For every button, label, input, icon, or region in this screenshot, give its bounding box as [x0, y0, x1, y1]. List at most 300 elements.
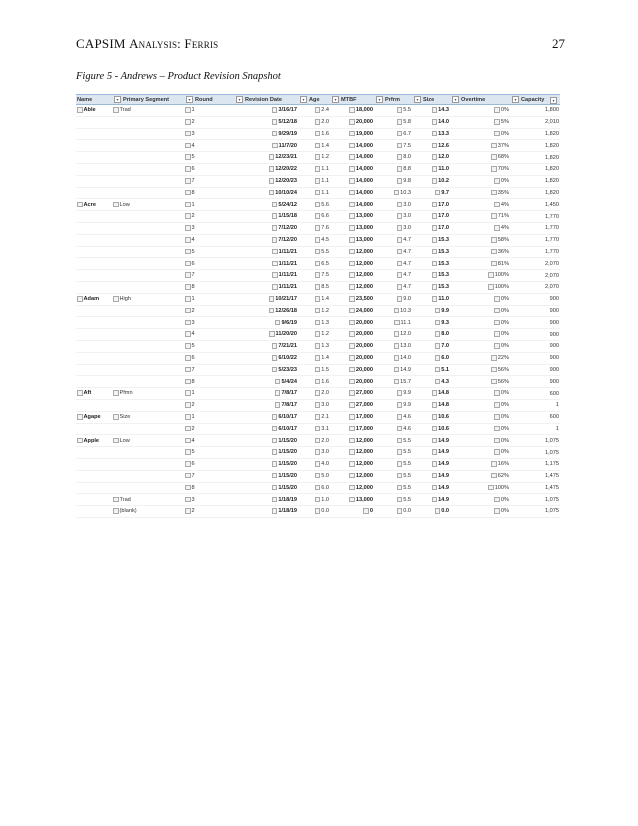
expand-collapse-icon[interactable] — [394, 320, 400, 326]
expand-collapse-icon[interactable] — [185, 213, 191, 219]
expand-collapse-icon[interactable] — [113, 202, 119, 208]
expand-collapse-icon[interactable] — [349, 249, 355, 255]
expand-collapse-icon[interactable] — [185, 261, 191, 267]
expand-collapse-icon[interactable] — [494, 438, 500, 444]
expand-collapse-icon[interactable] — [185, 143, 191, 149]
expand-collapse-icon[interactable] — [315, 390, 321, 396]
expand-collapse-icon[interactable] — [397, 296, 403, 302]
expand-collapse-icon[interactable] — [315, 473, 321, 479]
expand-collapse-icon[interactable] — [315, 343, 321, 349]
expand-collapse-icon[interactable] — [272, 284, 278, 290]
column-header-mtbf — [330, 95, 374, 105]
expand-collapse-icon[interactable] — [397, 202, 403, 208]
expand-collapse-icon[interactable] — [397, 438, 403, 444]
expand-collapse-icon[interactable] — [185, 272, 191, 278]
table-cell-name — [76, 211, 112, 223]
expand-collapse-icon[interactable] — [432, 119, 438, 125]
expand-collapse-icon[interactable] — [432, 154, 438, 160]
expand-collapse-icon[interactable] — [315, 119, 321, 125]
expand-collapse-icon[interactable] — [185, 308, 191, 314]
expand-collapse-icon[interactable] — [397, 154, 403, 160]
filter-dropdown-icon[interactable]: ▾ — [236, 96, 243, 103]
expand-collapse-icon[interactable] — [491, 190, 497, 196]
table-row — [76, 222, 560, 234]
expand-collapse-icon[interactable] — [363, 508, 369, 514]
expand-collapse-icon[interactable] — [185, 320, 191, 326]
expand-collapse-icon[interactable] — [432, 497, 438, 503]
expand-collapse-icon[interactable] — [315, 508, 321, 514]
expand-collapse-icon[interactable] — [275, 402, 281, 408]
cell-value: 12/26/18 — [275, 308, 297, 315]
cell-value: 11/20/20 — [275, 331, 297, 338]
expand-collapse-icon[interactable] — [349, 461, 355, 467]
expand-collapse-icon[interactable] — [315, 296, 321, 302]
expand-collapse-icon[interactable] — [494, 225, 500, 231]
expand-collapse-icon[interactable] — [185, 331, 191, 337]
expand-collapse-icon[interactable] — [185, 367, 191, 373]
expand-collapse-icon[interactable] — [349, 438, 355, 444]
table-cell-revision-date — [234, 140, 298, 152]
cell-value: 1.2 — [321, 154, 329, 161]
expand-collapse-icon[interactable] — [185, 402, 191, 408]
expand-collapse-icon[interactable] — [397, 166, 403, 172]
expand-collapse-icon[interactable] — [272, 107, 278, 113]
table-cell-name — [76, 246, 112, 258]
expand-collapse-icon[interactable] — [432, 166, 438, 172]
expand-collapse-icon[interactable] — [77, 414, 83, 420]
expand-collapse-icon[interactable] — [349, 166, 355, 172]
expand-collapse-icon[interactable] — [315, 331, 321, 337]
expand-collapse-icon[interactable] — [397, 426, 403, 432]
expand-collapse-icon[interactable] — [432, 213, 438, 219]
expand-collapse-icon[interactable] — [397, 178, 403, 184]
expand-collapse-icon[interactable] — [315, 131, 321, 137]
expand-collapse-icon[interactable] — [185, 473, 191, 479]
expand-collapse-icon[interactable] — [349, 308, 355, 314]
expand-collapse-icon[interactable] — [349, 449, 355, 455]
expand-collapse-icon[interactable] — [435, 379, 441, 385]
expand-collapse-icon[interactable] — [315, 261, 321, 267]
expand-collapse-icon[interactable] — [315, 143, 321, 149]
expand-collapse-icon[interactable] — [113, 508, 119, 514]
expand-collapse-icon[interactable] — [77, 202, 83, 208]
expand-collapse-icon[interactable] — [397, 107, 403, 113]
expand-collapse-icon[interactable] — [349, 402, 355, 408]
expand-collapse-icon[interactable] — [185, 154, 191, 160]
page-number: 27 — [552, 36, 565, 51]
expand-collapse-icon[interactable] — [315, 237, 321, 243]
cell-value: 4 — [191, 142, 195, 149]
expand-collapse-icon[interactable] — [349, 473, 355, 479]
expand-collapse-icon[interactable] — [349, 237, 355, 243]
expand-collapse-icon[interactable] — [494, 308, 500, 314]
expand-collapse-icon[interactable] — [185, 414, 191, 420]
expand-collapse-icon[interactable] — [394, 367, 400, 373]
expand-collapse-icon[interactable] — [494, 320, 500, 326]
expand-collapse-icon[interactable] — [272, 143, 278, 149]
expand-collapse-icon[interactable] — [185, 485, 191, 491]
expand-collapse-icon[interactable] — [488, 284, 494, 290]
expand-collapse-icon[interactable] — [272, 485, 278, 491]
expand-collapse-icon[interactable] — [432, 202, 438, 208]
expand-collapse-icon[interactable] — [494, 296, 500, 302]
expand-collapse-icon[interactable] — [349, 261, 355, 267]
expand-collapse-icon[interactable] — [269, 296, 275, 302]
expand-collapse-icon[interactable] — [185, 237, 191, 243]
expand-collapse-icon[interactable] — [432, 296, 438, 302]
expand-collapse-icon[interactable] — [397, 225, 403, 231]
expand-collapse-icon[interactable] — [397, 213, 403, 219]
expand-collapse-icon[interactable] — [272, 261, 278, 267]
expand-collapse-icon[interactable] — [349, 272, 355, 278]
expand-collapse-icon[interactable] — [349, 390, 355, 396]
expand-collapse-icon[interactable] — [494, 449, 500, 455]
expand-collapse-icon[interactable] — [432, 473, 438, 479]
expand-collapse-icon[interactable] — [432, 461, 438, 467]
expand-collapse-icon[interactable] — [435, 367, 441, 373]
expand-collapse-icon[interactable] — [315, 202, 321, 208]
expand-collapse-icon[interactable] — [349, 119, 355, 125]
expand-collapse-icon[interactable] — [349, 107, 355, 113]
expand-collapse-icon[interactable] — [397, 249, 403, 255]
expand-collapse-icon[interactable] — [435, 343, 441, 349]
expand-collapse-icon[interactable] — [394, 355, 400, 361]
expand-collapse-icon[interactable] — [185, 296, 191, 302]
table-cell-prfrm — [374, 423, 412, 435]
expand-collapse-icon[interactable] — [491, 249, 497, 255]
expand-collapse-icon[interactable] — [315, 213, 321, 219]
expand-collapse-icon[interactable] — [491, 379, 497, 385]
expand-collapse-icon[interactable] — [397, 272, 403, 278]
expand-collapse-icon[interactable] — [397, 414, 403, 420]
expand-collapse-icon[interactable] — [349, 426, 355, 432]
expand-collapse-icon[interactable] — [185, 426, 191, 432]
expand-collapse-icon[interactable] — [269, 190, 275, 196]
cell-value: 7/21/21 — [278, 343, 297, 350]
expand-collapse-icon[interactable] — [315, 367, 321, 373]
expand-collapse-icon[interactable] — [491, 166, 497, 172]
expand-collapse-icon[interactable] — [269, 154, 275, 160]
expand-collapse-icon[interactable] — [185, 379, 191, 385]
expand-collapse-icon[interactable] — [494, 107, 500, 113]
expand-collapse-icon[interactable] — [315, 497, 321, 503]
expand-collapse-icon[interactable] — [494, 343, 500, 349]
expand-collapse-icon[interactable] — [435, 355, 441, 361]
expand-collapse-icon[interactable] — [272, 202, 278, 208]
expand-collapse-icon[interactable] — [185, 343, 191, 349]
expand-collapse-icon[interactable] — [185, 390, 191, 396]
cell-value: 12,000 — [355, 437, 373, 444]
expand-collapse-icon[interactable] — [397, 284, 403, 290]
expand-collapse-icon[interactable] — [269, 308, 275, 314]
expand-collapse-icon[interactable] — [349, 178, 355, 184]
expand-collapse-icon[interactable] — [272, 213, 278, 219]
expand-collapse-icon[interactable] — [185, 190, 191, 196]
expand-collapse-icon[interactable] — [435, 508, 441, 514]
expand-collapse-icon[interactable] — [315, 402, 321, 408]
expand-collapse-icon[interactable] — [432, 402, 438, 408]
expand-collapse-icon[interactable] — [435, 320, 441, 326]
expand-collapse-icon[interactable] — [349, 154, 355, 160]
expand-collapse-icon[interactable] — [185, 438, 191, 444]
expand-collapse-icon[interactable] — [394, 308, 400, 314]
expand-collapse-icon[interactable] — [494, 119, 500, 125]
expand-collapse-icon[interactable] — [494, 390, 500, 396]
expand-collapse-icon[interactable] — [315, 379, 321, 385]
expand-collapse-icon[interactable] — [494, 178, 500, 184]
expand-collapse-icon[interactable] — [349, 296, 355, 302]
expand-collapse-icon[interactable] — [272, 414, 278, 420]
expand-collapse-icon[interactable] — [494, 202, 500, 208]
expand-collapse-icon[interactable] — [272, 438, 278, 444]
expand-collapse-icon[interactable] — [432, 272, 438, 278]
expand-collapse-icon[interactable] — [185, 461, 191, 467]
table-cell-round — [184, 340, 234, 352]
expand-collapse-icon[interactable] — [432, 107, 438, 113]
expand-collapse-icon[interactable] — [315, 461, 321, 467]
expand-collapse-icon[interactable] — [315, 178, 321, 184]
expand-collapse-icon[interactable] — [315, 355, 321, 361]
filter-dropdown-icon[interactable]: ▾ — [300, 96, 307, 103]
expand-collapse-icon[interactable] — [272, 355, 278, 361]
cell-value: 0% — [500, 343, 509, 350]
expand-collapse-icon[interactable] — [432, 143, 438, 149]
expand-collapse-icon[interactable] — [494, 497, 500, 503]
expand-collapse-icon[interactable] — [491, 237, 497, 243]
expand-collapse-icon[interactable] — [315, 414, 321, 420]
expand-collapse-icon[interactable] — [185, 131, 191, 137]
expand-collapse-icon[interactable] — [397, 508, 403, 514]
expand-collapse-icon[interactable] — [315, 225, 321, 231]
filter-dropdown-icon[interactable]: ▾ — [512, 96, 519, 103]
expand-collapse-icon[interactable] — [272, 508, 278, 514]
expand-collapse-icon[interactable] — [77, 296, 83, 302]
expand-collapse-icon[interactable] — [397, 449, 403, 455]
expand-collapse-icon[interactable] — [435, 331, 441, 337]
expand-collapse-icon[interactable] — [494, 414, 500, 420]
expand-collapse-icon[interactable] — [185, 107, 191, 113]
expand-collapse-icon[interactable] — [494, 508, 500, 514]
expand-collapse-icon[interactable] — [349, 379, 355, 385]
expand-collapse-icon[interactable] — [394, 331, 400, 337]
expand-collapse-icon[interactable] — [491, 154, 497, 160]
expand-collapse-icon[interactable] — [77, 438, 83, 444]
expand-collapse-icon[interactable] — [349, 497, 355, 503]
cell-value: 0% — [500, 131, 509, 138]
expand-collapse-icon[interactable] — [349, 225, 355, 231]
expand-collapse-icon[interactable] — [315, 166, 321, 172]
table-cell-overtime — [450, 447, 510, 459]
expand-collapse-icon[interactable] — [315, 249, 321, 255]
cell-value: 7/8/17 — [281, 390, 297, 397]
table-cell-round — [184, 388, 234, 400]
expand-collapse-icon[interactable] — [349, 320, 355, 326]
expand-collapse-icon[interactable] — [275, 390, 281, 396]
expand-collapse-icon[interactable] — [315, 284, 321, 290]
expand-collapse-icon[interactable] — [397, 261, 403, 267]
expand-collapse-icon[interactable] — [315, 485, 321, 491]
expand-collapse-icon[interactable] — [272, 449, 278, 455]
expand-collapse-icon[interactable] — [432, 438, 438, 444]
expand-collapse-icon[interactable] — [349, 213, 355, 219]
expand-collapse-icon[interactable] — [272, 225, 278, 231]
expand-collapse-icon[interactable] — [397, 402, 403, 408]
table-cell-primary-segment — [112, 128, 184, 140]
expand-collapse-icon[interactable] — [432, 178, 438, 184]
expand-collapse-icon[interactable] — [488, 485, 494, 491]
expand-collapse-icon[interactable] — [315, 272, 321, 278]
expand-collapse-icon[interactable] — [185, 449, 191, 455]
filter-dropdown-icon[interactable]: ▾ — [550, 97, 557, 104]
expand-collapse-icon[interactable] — [397, 131, 403, 137]
expand-collapse-icon[interactable] — [397, 119, 403, 125]
expand-collapse-icon[interactable] — [349, 143, 355, 149]
table-cell-mtbf — [330, 364, 374, 376]
expand-collapse-icon[interactable] — [397, 485, 403, 491]
expand-collapse-icon[interactable] — [349, 367, 355, 373]
expand-collapse-icon[interactable] — [432, 249, 438, 255]
expand-collapse-icon[interactable] — [394, 190, 400, 196]
cell-value: 0.0 — [321, 508, 329, 515]
expand-collapse-icon[interactable] — [349, 284, 355, 290]
expand-collapse-icon[interactable] — [397, 390, 403, 396]
expand-collapse-icon[interactable] — [185, 508, 191, 514]
expand-collapse-icon[interactable] — [185, 284, 191, 290]
expand-collapse-icon[interactable] — [315, 320, 321, 326]
expand-collapse-icon[interactable] — [432, 449, 438, 455]
expand-collapse-icon[interactable] — [397, 143, 403, 149]
expand-collapse-icon[interactable] — [315, 426, 321, 432]
expand-collapse-icon[interactable] — [491, 261, 497, 267]
expand-collapse-icon[interactable] — [272, 367, 278, 373]
expand-collapse-icon[interactable] — [113, 497, 119, 503]
expand-collapse-icon[interactable] — [432, 261, 438, 267]
expand-collapse-icon[interactable] — [272, 473, 278, 479]
expand-collapse-icon[interactable] — [349, 202, 355, 208]
expand-collapse-icon[interactable] — [435, 190, 441, 196]
expand-collapse-icon[interactable] — [315, 308, 321, 314]
expand-collapse-icon[interactable] — [488, 272, 494, 278]
expand-collapse-icon[interactable] — [275, 320, 281, 326]
expand-collapse-icon[interactable] — [272, 343, 278, 349]
expand-collapse-icon[interactable] — [275, 379, 281, 385]
expand-collapse-icon[interactable] — [113, 414, 119, 420]
table-cell-primary-segment — [112, 270, 184, 282]
expand-collapse-icon[interactable] — [397, 461, 403, 467]
filter-dropdown-icon[interactable]: ▾ — [332, 96, 339, 103]
expand-collapse-icon[interactable] — [432, 225, 438, 231]
filter-dropdown-icon[interactable]: ▾ — [414, 96, 421, 103]
expand-collapse-icon[interactable] — [113, 107, 119, 113]
expand-collapse-icon[interactable] — [315, 438, 321, 444]
filter-dropdown-icon[interactable]: ▾ — [452, 96, 459, 103]
expand-collapse-icon[interactable] — [113, 296, 119, 302]
expand-collapse-icon[interactable] — [315, 190, 321, 196]
expand-collapse-icon[interactable] — [491, 355, 497, 361]
expand-collapse-icon[interactable] — [491, 473, 497, 479]
expand-collapse-icon[interactable] — [349, 331, 355, 337]
expand-collapse-icon[interactable] — [491, 367, 497, 373]
expand-collapse-icon[interactable] — [432, 237, 438, 243]
cell-value: 1,800 — [545, 107, 559, 114]
expand-collapse-icon[interactable] — [113, 438, 119, 444]
expand-collapse-icon[interactable] — [185, 355, 191, 361]
filter-dropdown-icon[interactable]: ▾ — [114, 96, 121, 103]
expand-collapse-icon[interactable] — [435, 308, 441, 314]
filter-dropdown-icon[interactable]: ▾ — [376, 96, 383, 103]
filter-dropdown-icon[interactable]: ▾ — [186, 96, 193, 103]
expand-collapse-icon[interactable] — [397, 497, 403, 503]
cell-value: 0% — [500, 508, 509, 515]
expand-collapse-icon[interactable] — [272, 131, 278, 137]
expand-collapse-icon[interactable] — [397, 473, 403, 479]
expand-collapse-icon[interactable] — [491, 213, 497, 219]
expand-collapse-icon[interactable] — [185, 225, 191, 231]
expand-collapse-icon[interactable] — [269, 178, 275, 184]
expand-collapse-icon[interactable] — [394, 379, 400, 385]
expand-collapse-icon[interactable] — [272, 272, 278, 278]
expand-collapse-icon[interactable] — [491, 143, 497, 149]
table-cell-primary-segment — [112, 411, 184, 423]
expand-collapse-icon[interactable] — [185, 166, 191, 172]
expand-collapse-icon[interactable] — [349, 414, 355, 420]
expand-collapse-icon[interactable] — [432, 414, 438, 420]
expand-collapse-icon[interactable] — [494, 131, 500, 137]
expand-collapse-icon[interactable] — [349, 131, 355, 137]
expand-collapse-icon[interactable] — [272, 119, 278, 125]
table-cell-size — [412, 340, 450, 352]
expand-collapse-icon[interactable] — [349, 343, 355, 349]
expand-collapse-icon[interactable] — [494, 331, 500, 337]
expand-collapse-icon[interactable] — [349, 355, 355, 361]
expand-collapse-icon[interactable] — [113, 390, 119, 396]
expand-collapse-icon[interactable] — [272, 461, 278, 467]
expand-collapse-icon[interactable] — [269, 166, 275, 172]
expand-collapse-icon[interactable] — [494, 426, 500, 432]
expand-collapse-icon[interactable] — [394, 343, 400, 349]
expand-collapse-icon[interactable] — [272, 426, 278, 432]
expand-collapse-icon[interactable] — [432, 426, 438, 432]
expand-collapse-icon[interactable] — [349, 485, 355, 491]
expand-collapse-icon[interactable] — [315, 154, 321, 160]
expand-collapse-icon[interactable] — [432, 485, 438, 491]
expand-collapse-icon[interactable] — [494, 402, 500, 408]
expand-collapse-icon[interactable] — [315, 107, 321, 113]
expand-collapse-icon[interactable] — [432, 390, 438, 396]
expand-collapse-icon[interactable] — [185, 202, 191, 208]
expand-collapse-icon[interactable] — [185, 119, 191, 125]
expand-collapse-icon[interactable] — [349, 190, 355, 196]
expand-collapse-icon[interactable] — [77, 390, 83, 396]
expand-collapse-icon[interactable] — [272, 249, 278, 255]
expand-collapse-icon[interactable] — [491, 461, 497, 467]
expand-collapse-icon[interactable] — [272, 237, 278, 243]
expand-collapse-icon[interactable] — [185, 249, 191, 255]
expand-collapse-icon[interactable] — [432, 131, 438, 137]
expand-collapse-icon[interactable] — [315, 449, 321, 455]
expand-collapse-icon[interactable] — [185, 178, 191, 184]
expand-collapse-icon[interactable] — [272, 497, 278, 503]
expand-collapse-icon[interactable] — [185, 497, 191, 503]
expand-collapse-icon[interactable] — [269, 331, 275, 337]
expand-collapse-icon[interactable] — [432, 284, 438, 290]
expand-collapse-icon[interactable] — [397, 237, 403, 243]
cell-value: Trad — [119, 496, 131, 503]
cell-value: 10.2 — [438, 178, 449, 185]
expand-collapse-icon[interactable] — [77, 107, 83, 113]
table-cell-age — [298, 163, 330, 175]
table-cell-mtbf — [330, 234, 374, 246]
